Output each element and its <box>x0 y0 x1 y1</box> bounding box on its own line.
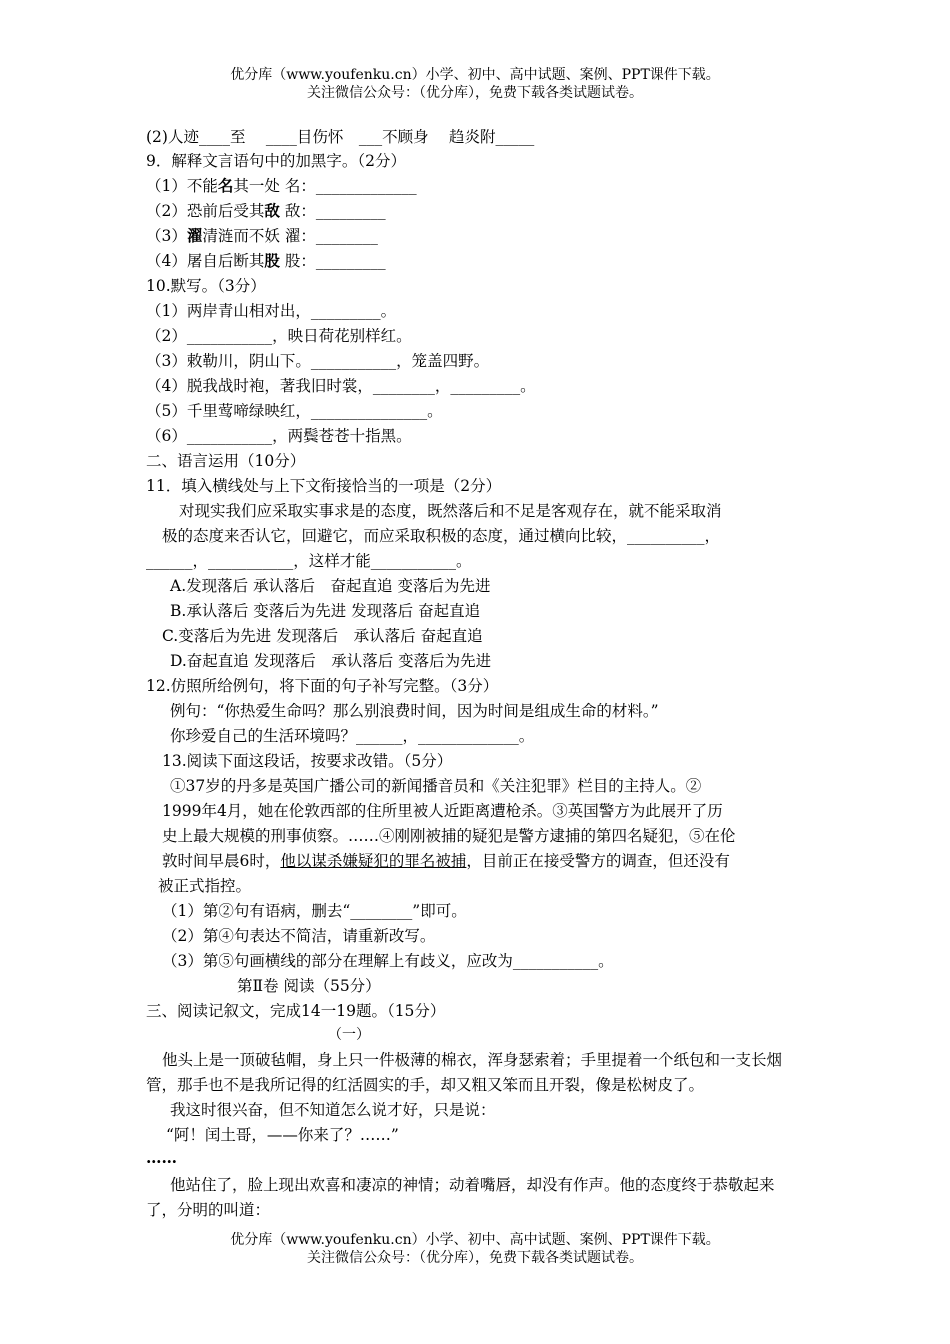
footer-line-1: 优分库（www.youfenku.cn）小学、初中、高中试题、案例、PPT课件下载。 <box>230 1232 720 1248</box>
q11-option-a: A.发现落后 承认落后 奋起直追 变落后为先进 <box>170 577 491 595</box>
q10-item: （6）___________，两鬓苍苍十指黑。 <box>146 427 412 445</box>
story-line: “阿！闰土哥，——你来了？……” <box>166 1126 399 1144</box>
story-line: 我这时很兴奋，但不知道怎么说才好，只是说： <box>170 1101 496 1119</box>
q13-underlined-phrase: 他以谋杀嫌疑犯的罪名被捕 <box>280 852 467 870</box>
q13-passage-line: 被正式指控。 <box>158 877 252 895</box>
q12-example: 例句：“你热爱生命吗？那么别浪费时间，因为时间是组成生命的材料。” <box>170 702 659 720</box>
q10-item: （1）两岸青山相对出，_________。 <box>146 302 397 320</box>
q13-passage-line: ①37岁的丹多是英国广播公司的新闻播音员和《关注犯罪》栏目的主持人。② <box>170 777 702 795</box>
q11-passage-line: 对现实我们应采取实事求是的态度，既然落后和不足是客观存在，就不能采取消 <box>179 502 722 520</box>
q10-item: （2）___________，映日荷花别样红。 <box>146 327 412 345</box>
q11-title: 11．填入横线处与上下文衔接恰当的一项是（2分） <box>146 477 502 495</box>
section-2-heading: 二、语言运用（10分） <box>146 452 306 470</box>
q12-prompt: 你珍爱自己的生活环境吗？______，_____________。 <box>170 727 535 745</box>
q10-item: （5）千里莺啼绿映红，_______________。 <box>146 402 443 420</box>
section-3-heading: 三、阅读记叙文，完成14一19题。（15分） <box>146 1002 446 1020</box>
q9-title: 9．解释文言语句中的加黑字。（2分） <box>146 152 406 170</box>
q9-item: （2）恐前后受其敌 敌：_________ <box>146 201 386 220</box>
q11-passage-line: 极的态度来否认它，回避它，而应采取积极的态度，通过横向比较，__________， <box>162 527 721 545</box>
q11-option-b: B.承认落后 变落后为先进 发现落后 奋起直追 <box>170 602 481 620</box>
q13-passage-line: 史上最大规模的刑事侦察。……④刚刚被捕的疑犯是警方逮捕的第四名疑犯，⑤在伦 <box>162 827 736 845</box>
q8-item-2: (2)人迹____至 ____目伤怀 ___不顾身 趋炎附_____ <box>146 128 535 146</box>
q10-item: （4）脱我战时袍，著我旧时裳，________，_________。 <box>146 377 536 395</box>
q11-option-c: C.变落后为先进 发现落后 承认落后 奋起直追 <box>162 627 483 645</box>
q13-title: 13.阅读下面这段话，按要求改错。（5分） <box>162 752 453 770</box>
header-line-2: 关注微信公众号：（优分库），免费下载各类试题试卷。 <box>307 85 643 101</box>
q13-passage-line: 1999年4月，她在伦敦西部的住所里被人近距离遭枪杀。③英国警方为此展开了历 <box>162 802 723 820</box>
q10-item: （3）敕勒川，阴山下。___________，笼盖四野。 <box>146 352 490 370</box>
story-line: 了，分明的叫道： <box>146 1201 271 1219</box>
story-line: 他头上是一顶破毡帽，身上只一件极薄的棉衣，浑身瑟索着；手里提着一个纸包和一支长烟 <box>162 1051 783 1069</box>
volume-2-heading: 第Ⅱ卷 阅读（55分） <box>237 977 381 995</box>
q9-item: （1）不能名其一处 名：_____________ <box>146 176 417 195</box>
q13-sub-question: （2）第④句表达不简洁，请重新改写。 <box>162 927 436 945</box>
q9-item: （4）屠自后断其股 股：_________ <box>146 251 386 270</box>
q11-option-d: D.奋起直追 发现落后 承认落后 变落后为先进 <box>170 652 492 670</box>
story-line: 他站住了，脸上现出欢喜和凄凉的神情；动着嘴唇，却没有作声。他的态度终于恭敬起来 <box>170 1176 775 1194</box>
q9-item: （3）濯清涟而不妖 濯：________ <box>146 226 378 245</box>
q12-title: 12.仿照所给例句，将下面的句子补写完整。（3分） <box>146 677 499 695</box>
q13-passage-line: 敦时间早晨6时，他以谋杀嫌疑犯的罪名被捕，目前正在接受警方的调查，但还没有 <box>162 852 730 870</box>
header-line-1: 优分库（www.youfenku.cn）小学、初中、高中试题、案例、PPT课件下载。 <box>230 67 720 83</box>
story-ellipsis: …… <box>146 1148 177 1167</box>
q11-passage-line: ______，___________，这样才能___________。 <box>146 552 472 570</box>
q13-sub-question: （1）第②句有语病，删去“________”即可。 <box>162 902 467 920</box>
footer-line-2: 关注微信公众号：（优分库），免费下载各类试题试卷。 <box>307 1250 643 1266</box>
story-line: 管，那手也不是我所记得的红活圆实的手，却又粗又笨而且开裂，像是松树皮了。 <box>146 1076 705 1094</box>
q10-title: 10.默写。（3分） <box>146 277 266 295</box>
part-1-heading: （一） <box>328 1027 370 1043</box>
q13-sub-question: （3）第⑤句画横线的部分在理解上有歧义，应改为___________。 <box>162 952 614 970</box>
